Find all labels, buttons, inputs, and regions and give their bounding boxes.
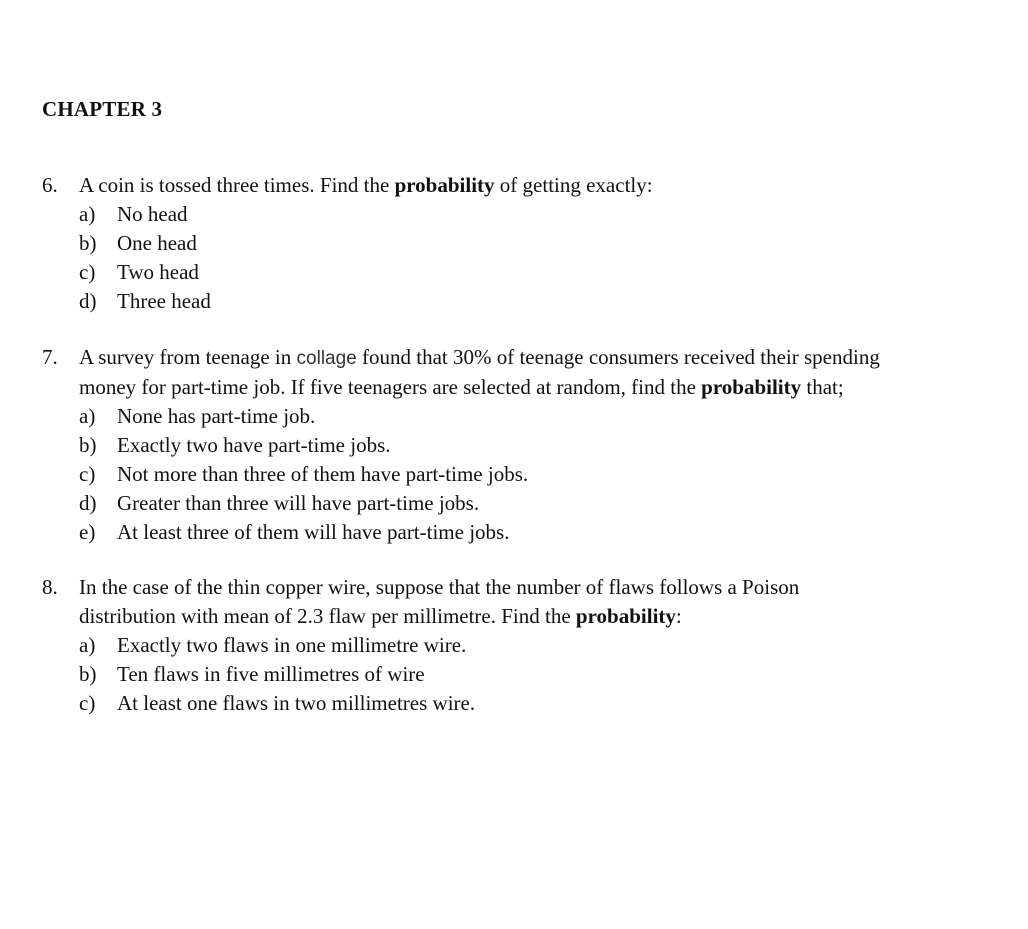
sub-question xyxy=(42,518,992,547)
sub-question-letter: c) xyxy=(79,462,96,486)
sub-question xyxy=(42,631,992,660)
sub-question-text: Greater than three will have part-time jobs. xyxy=(117,491,480,515)
question-line xyxy=(79,343,992,373)
question-text xyxy=(79,573,992,631)
question-bold-term: probability xyxy=(394,173,495,197)
sub-question-list xyxy=(42,402,992,547)
sub-question-text: Not more than three of them have part-time jobs. xyxy=(117,462,529,486)
question-text-part: A coin is tossed three times. Find the xyxy=(79,173,395,197)
question-bold-term: probability xyxy=(575,604,676,628)
sub-question-text: Two head xyxy=(117,260,199,284)
question-text-part: that; xyxy=(801,375,844,399)
sub-question-list xyxy=(42,200,992,316)
question-6 xyxy=(42,171,992,316)
sub-question-letter: d) xyxy=(79,289,97,313)
question-number: 7. xyxy=(42,345,58,369)
sub-question xyxy=(42,689,992,718)
sub-question xyxy=(42,287,992,316)
sub-question-letter: c) xyxy=(79,260,96,284)
sub-question-list xyxy=(42,631,992,718)
question-number: 6. xyxy=(42,173,58,197)
question-bold-term: probability xyxy=(701,375,802,399)
sub-question xyxy=(42,460,992,489)
sub-question xyxy=(42,258,992,287)
sub-question xyxy=(42,229,992,258)
question-number: 8. xyxy=(42,575,58,599)
sub-question xyxy=(42,431,992,460)
question-text xyxy=(79,343,992,402)
sub-question xyxy=(42,660,992,689)
question-text-part: distribution with mean of 2.3 flaw per millimetre. Find the xyxy=(79,604,576,628)
sub-question-letter: d) xyxy=(79,491,97,515)
sub-question-letter: e) xyxy=(79,520,96,544)
question-sans-word: collage xyxy=(296,348,357,369)
question-text-part: of getting exactly: xyxy=(494,173,653,197)
question-text-part: money for part-time job. If five teenagers are selected at random, find the xyxy=(79,375,702,399)
question-text xyxy=(79,171,992,200)
sub-question-text: None has part-time job. xyxy=(117,404,316,428)
sub-question-letter: b) xyxy=(79,231,97,255)
sub-question-letter: b) xyxy=(79,433,97,457)
question-line: In the case of the thin copper wire, suppose that the number of flaws follows a Poison xyxy=(79,575,800,599)
question-line xyxy=(79,373,992,402)
sub-question-text: One head xyxy=(117,231,197,255)
sub-question-letter: c) xyxy=(79,691,96,715)
sub-question-text: At least three of them will have part-time jobs. xyxy=(117,520,510,544)
sub-question-letter: a) xyxy=(79,202,96,226)
sub-question xyxy=(42,402,992,431)
question-text-part: : xyxy=(675,604,682,628)
chapter-title: CHAPTER 3 xyxy=(42,97,163,121)
question-line xyxy=(79,602,992,631)
sub-question-text: No head xyxy=(117,202,188,226)
sub-question-text: Exactly two flaws in one millimetre wire. xyxy=(117,633,467,657)
sub-question-letter: b) xyxy=(79,662,97,686)
question-7 xyxy=(42,343,992,547)
sub-question-text: At least one flaws in two millimetres wire. xyxy=(117,691,476,715)
sub-question-text: Exactly two have part-time jobs. xyxy=(117,433,391,457)
question-text-part: A survey from teenage in xyxy=(79,345,297,369)
sub-question-letter: a) xyxy=(79,404,96,428)
sub-question xyxy=(42,489,992,518)
sub-question-letter: a) xyxy=(79,633,96,657)
question-text-part: found that 30% of teenage consumers received their spending xyxy=(356,345,880,369)
sub-question-text: Three head xyxy=(117,289,211,313)
question-8 xyxy=(42,573,992,718)
sub-question xyxy=(42,200,992,229)
sub-question-text: Ten flaws in five millimetres of wire xyxy=(117,662,425,686)
